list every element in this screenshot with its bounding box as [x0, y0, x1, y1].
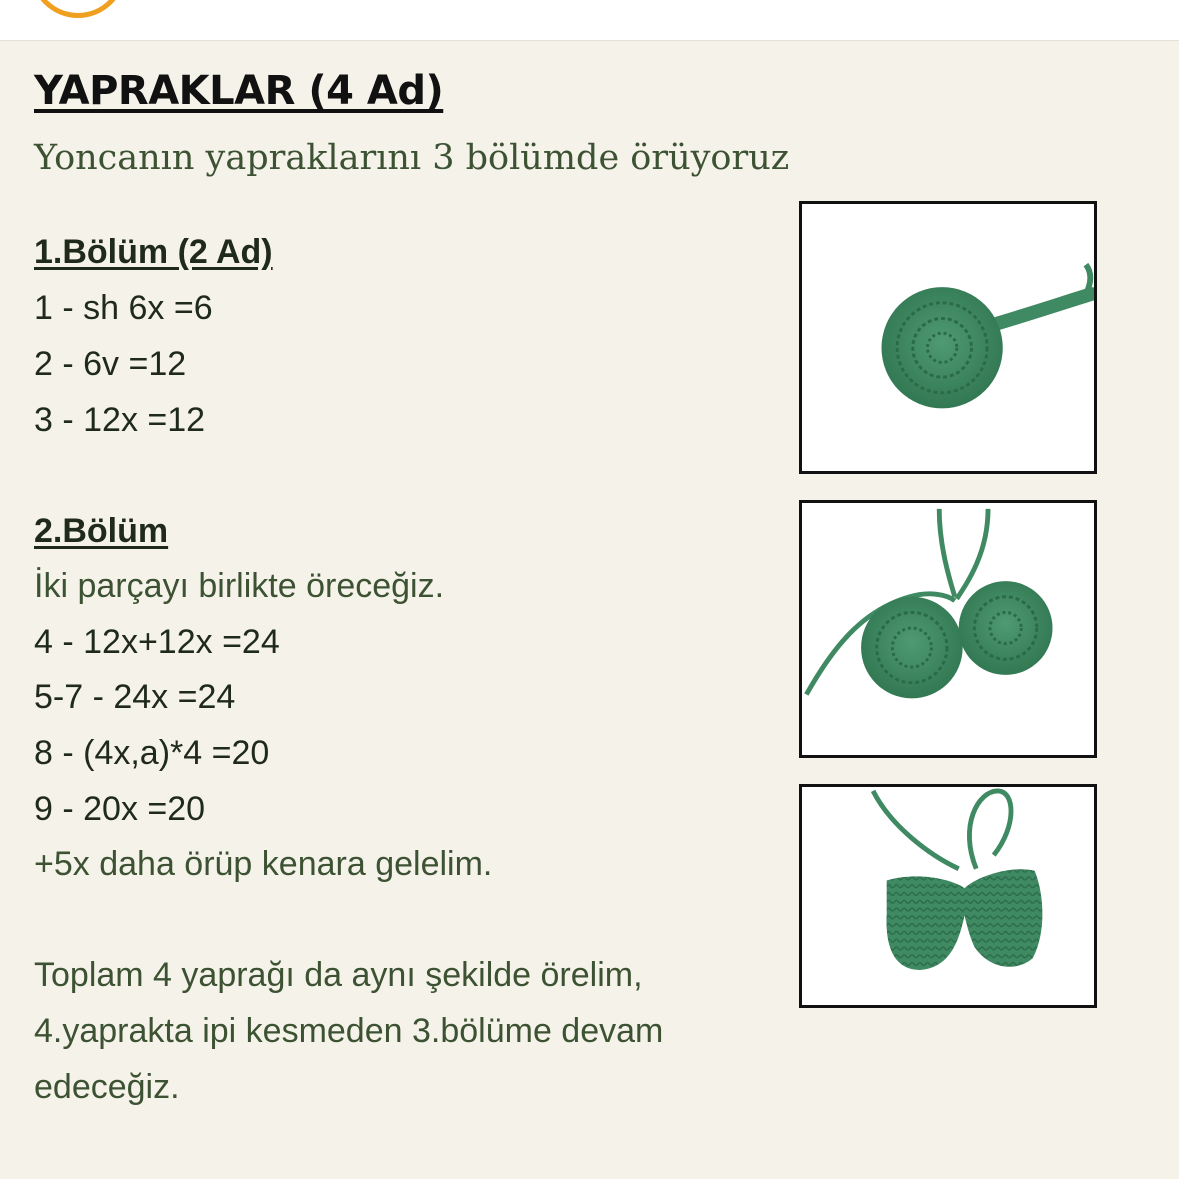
part2-heading: 2.Bölüm [34, 512, 169, 550]
closing-line: Toplam 4 yaprağı da aynı şekilde örelim, [34, 956, 643, 994]
part1-heading: 1.Bölüm (2 Ad) [34, 233, 273, 271]
site-logo[interactable] [30, 0, 126, 18]
part2-row: 5-7 - 24x =24 [34, 678, 236, 716]
top-bar [0, 0, 1179, 41]
part1-row: 3 - 12x =12 [34, 401, 206, 439]
photo-part1-piece [799, 201, 1097, 474]
part2-row: 4 - 12x+12x =24 [34, 623, 280, 661]
closing-line: edeceğiz. [34, 1068, 180, 1106]
part1-row: 1 - sh 6x =6 [34, 289, 213, 327]
part2-outro: +5x daha örüp kenara gelelim. [34, 845, 493, 883]
photo-part2-finished [799, 784, 1097, 1008]
part1-row: 2 - 6v =12 [34, 345, 187, 383]
page-title: YAPRAKLAR (4 Ad) [34, 68, 444, 114]
closing-line: 4.yaprakta ipi kesmeden 3.bölüme devam [34, 1012, 664, 1050]
photo-part2-joined [799, 500, 1097, 758]
part2-intro: İki parçayı birlikte öreceğiz. [34, 567, 445, 605]
subtitle: Yoncanın yapraklarını 3 bölümde örüyoruz [34, 138, 790, 178]
part2-row: 8 - (4x,a)*4 =20 [34, 734, 270, 772]
part2-row: 9 - 20x =20 [34, 790, 206, 828]
